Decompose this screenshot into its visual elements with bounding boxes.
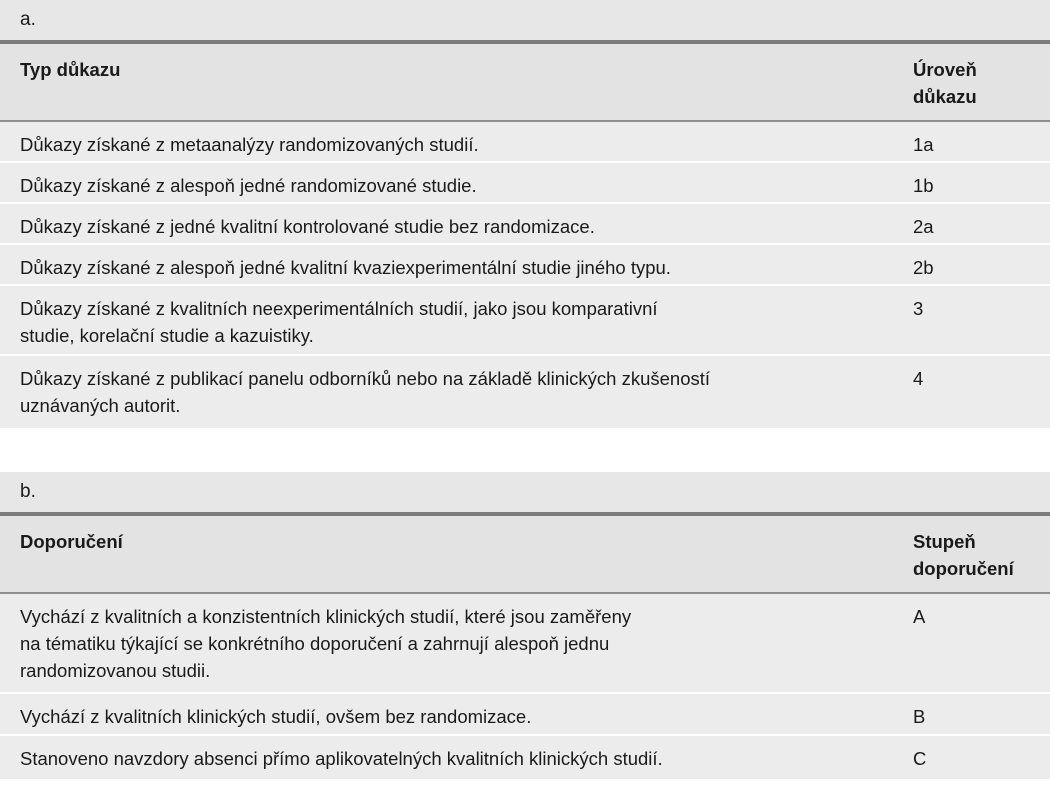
table-row [0,694,1050,736]
description-line: randomizovanou studii. [20,660,211,681]
evidence-description: Důkazy získané z alespoň jedné kvalitní kvaziexperimentální studie jiného typu. [20,257,671,278]
table-row [0,286,1050,356]
evidence-description: Důkazy získané z metaanalýzy randomizovaných studií. [20,134,479,155]
recommendation-grade: C [913,748,927,769]
evidence-description [0,286,893,354]
description-line: studie, korelační studie a kazuistiky. [20,325,314,346]
table-header-row [0,44,1050,122]
table-label: b. [0,472,1050,512]
recommendation-grade: A [913,606,926,627]
column-header-line: Úroveň [913,59,977,80]
evidence-level: 1a [913,134,934,155]
evidence-description [0,356,893,428]
evidence-description: Důkazy získané z jedné kvalitní kontrolované studie bez randomizace. [20,216,595,237]
evidence-level: 2b [913,257,934,278]
table-row [0,245,1050,286]
recommendation-description: Vychází z kvalitních klinických studií, ovšem bez randomizace. [20,706,532,727]
table-row [0,122,1050,163]
table-header-row [0,516,1050,594]
description-line: na tématiku týkající se konkrétního doporučení a zahrnují alespoň jednu [20,633,610,654]
evidence-level: 2a [913,216,934,237]
table-row [0,204,1050,245]
evidence-description: Důkazy získané z alespoň jedné randomizované studie. [20,175,477,196]
table-row [0,163,1050,204]
evidence-level: 1b [913,175,934,196]
table-row [0,356,1050,428]
evidence-level: 4 [913,368,924,389]
recommendation-grade-table [0,472,1050,779]
description-line: Vychází z kvalitních a konzistentních klinických studií, které jsou zaměřeny [20,606,632,627]
table-row [0,594,1050,694]
evidence-level: 3 [913,298,924,319]
description-line: uznávaných autorit. [20,395,181,416]
column-header-evidence-type: Typ důkazu [20,59,121,80]
recommendation-description [0,594,893,692]
recommendation-grade: B [913,706,926,727]
column-header-recommendation: Doporučení [20,531,123,552]
description-line: Důkazy získané z publikací panelu odborníků nebo na základě klinických zkušeností [20,368,711,389]
column-header-line: doporučení [913,558,1014,579]
column-header-line: Stupeň [913,531,976,552]
table-label: a. [0,0,1050,40]
recommendation-description: Stanoveno navzdory absenci přímo aplikovatelných kvalitních klinických studií. [20,748,663,769]
description-line: Důkazy získané z kvalitních neexperimentálních studií, jako jsou komparativní [20,298,658,319]
column-header-evidence-level [893,44,1050,120]
column-header-line: důkazu [913,86,977,107]
column-header-recommendation-grade [893,516,1050,592]
table-row [0,736,1050,779]
